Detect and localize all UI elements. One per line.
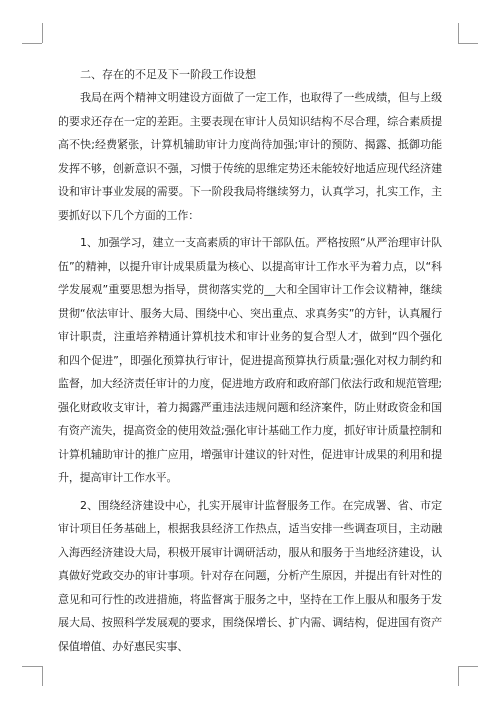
paragraph-item-1: 1、加强学习，建立一支高素质的审计干部队伍。严格按照“从严治理审计队伍”的精神，以提升审计成果质量为核心、以提高审计工作水平为着力点，以“科学发展观”重要思想为指导，贯彻落实党的__大和全国审计工作会议精神，继续贯彻“依法审计、服务大局、围绕中心、突出重点、求真务实”的方针，认真履行审计职责，注重培养精通计算机技术和审计业务的复合型人才，做到“四个强化和四个促进”，即强化预算执行审计，促进提高预算执行质量;强化对权力制约和监督，加大经济责任审计的力度，促进地方政府和政府部门依法行政和规范管理;强化财政收支审计，着力揭露严重违法违规问题和经济案件，防止财政资金和国有资产流失，提高资金的使用效益;强化审计基础工作力度，抓好审计质量控制和计算机辅助审计的推广应用，增强审计建议的针对性，促进审计成果的利用和提升，提高审计工作水平。 [58,236,442,484]
section-heading: 二、存在的不足及下一阶段工作设想 [80,68,256,81]
paragraph-item-2: 2、围绕经济建设中心，扎实开展审计监督服务工作。在完成署、省、市定审计项目任务基础上，根据我县经济工作热点，适当安排一些调查项目，主动融入海西经济建设大局，积极开展审计调研活动，服从和服务于当地经济建设，认真做好党政交办的审计事项。针对存在问题，分析产生原因，并提出有针对性的意见和可行性的改进措施，将监督寓于服务之中，坚持在工作上服从和服务于发展大局、按照科学发展观的要求，围绕保增长、扩内需、调结构，促进国有资产保值增值、办好惠民实事、 [58,498,442,653]
crop-mark-top-right-v [458,23,459,43]
crop-mark-bottom-right-v [458,666,459,686]
crop-mark-top-left-h [22,43,42,44]
crop-mark-top-left-v [42,23,43,43]
paragraph-summary: 我局在两个精神文明建设方面做了一定工作，也取得了一些成绩，但与上级的要求还存在一定的差距。主要表现在审计人员知识结构不尽合理，综合素质提高不快;经费紧张，计算机辅助审计力度尚待加强;审计的预防、揭露、抵御功能发挥不够，创新意识不强，习惯于传统的思维定势还未能较好地适应现代经济建设和审计事业发展的需要。下一阶段我局将继续努力，认真学习，扎实工作，主要抓好以下几个方面的工作： [58,91,442,222]
crop-mark-bottom-left-v [42,666,43,686]
crop-mark-top-right-h [458,43,478,44]
document-body [58,64,442,658]
crop-mark-bottom-left-h [22,666,42,667]
crop-mark-bottom-right-h [458,666,478,667]
